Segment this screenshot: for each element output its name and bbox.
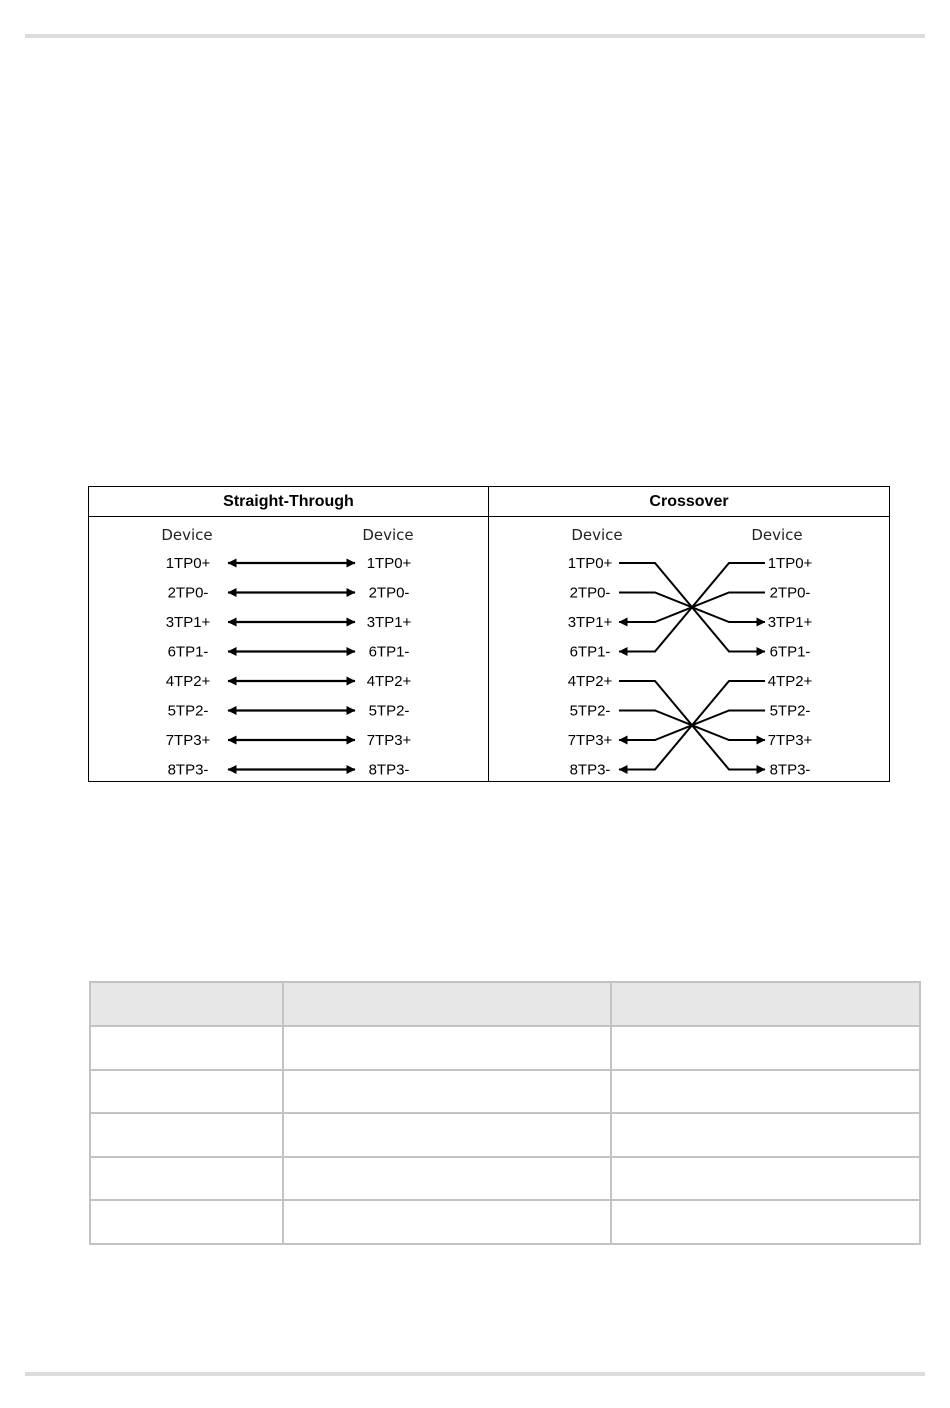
straight-left-pin-5: 4TP2+ [165, 673, 211, 690]
spec-table [89, 981, 921, 1245]
crossover-right-pin-8: 8TP3- [769, 761, 811, 779]
table-cell [611, 1070, 920, 1114]
table-cell [611, 1113, 920, 1157]
crossover-left-pin-3: 3TP1+ [567, 614, 613, 631]
straight-left-pin-8: 8TP3- [167, 761, 209, 779]
table-cell [90, 1026, 283, 1070]
straight-right-pin-8: 8TP3- [368, 761, 410, 779]
straight-left-pin-3: 3TP1+ [165, 614, 211, 631]
straight-left-pin-4: 6TP1- [167, 643, 209, 661]
straight-through-wiring [166, 555, 412, 779]
straight-right-pin-2: 2TP0- [368, 584, 410, 602]
table-header-row [90, 982, 920, 1026]
table-cell [90, 1113, 283, 1157]
straight-left-pin-2: 2TP0- [167, 584, 209, 602]
crossover-left-pin-1: 1TP0+ [567, 555, 613, 572]
table-header-cell [283, 982, 611, 1026]
crossover-right-pin-3: 3TP1+ [767, 614, 813, 631]
table-row [90, 1026, 920, 1070]
crossover-right-device-label: Device [751, 526, 803, 544]
pinout-diagram [88, 486, 890, 782]
crossover-wire-8 [619, 681, 765, 770]
straight-left-pin-6: 5TP2- [167, 702, 209, 720]
table-row [90, 1200, 920, 1244]
table-cell [611, 1157, 920, 1201]
table-cell [90, 1157, 283, 1201]
crossover-right-pin-5: 4TP2+ [767, 673, 813, 690]
crossover-wire-4 [619, 563, 765, 652]
table-cell [90, 1070, 283, 1114]
crossover-title: Crossover [649, 493, 729, 510]
table-cell [283, 1026, 611, 1070]
table-cell [283, 1200, 611, 1244]
straight-left-device-label: Device [161, 526, 213, 544]
crossover-right-pin-4: 6TP1- [769, 643, 811, 661]
table-row [90, 1157, 920, 1201]
crossover-left-pin-6: 5TP2- [569, 702, 611, 720]
crossover-left-pin-5: 4TP2+ [567, 673, 613, 690]
crossover-wiring [568, 555, 813, 779]
table-row [90, 1070, 920, 1114]
crossover-right-pin-7: 7TP3+ [767, 732, 813, 749]
crossover-left-pin-4: 6TP1- [569, 643, 611, 661]
table-row [90, 1113, 920, 1157]
table-cell [283, 1070, 611, 1114]
table-header-cell [90, 982, 283, 1026]
page-footer-rule [25, 1372, 925, 1376]
crossover-left-pin-7: 7TP3+ [567, 732, 613, 749]
table-cell [611, 1200, 920, 1244]
straight-right-pin-4: 6TP1- [368, 643, 410, 661]
straight-left-pin-7: 7TP3+ [165, 732, 211, 749]
straight-right-pin-6: 5TP2- [368, 702, 410, 720]
crossover-right-pin-6: 5TP2- [769, 702, 811, 720]
straight-through-title: Straight-Through [223, 493, 354, 510]
straight-right-pin-3: 3TP1+ [366, 614, 412, 631]
table-cell [283, 1113, 611, 1157]
pinout-wiring [89, 487, 889, 781]
crossover-left-pin-8: 8TP3- [569, 761, 611, 779]
straight-right-pin-5: 4TP2+ [366, 673, 412, 690]
crossover-right-pin-1: 1TP0+ [767, 555, 813, 572]
crossover-left-pin-2: 2TP0- [569, 584, 611, 602]
crossover-right-pin-2: 2TP0- [769, 584, 811, 602]
table-header-cell [611, 982, 920, 1026]
straight-right-pin-1: 1TP0+ [366, 555, 412, 572]
table-cell [90, 1200, 283, 1244]
straight-right-pin-7: 7TP3+ [366, 732, 412, 749]
straight-right-device-label: Device [362, 526, 414, 544]
table-cell [283, 1157, 611, 1201]
page-header-rule [25, 34, 925, 38]
crossover-left-device-label: Device [571, 526, 623, 544]
straight-left-pin-1: 1TP0+ [165, 555, 211, 572]
table-cell [611, 1026, 920, 1070]
